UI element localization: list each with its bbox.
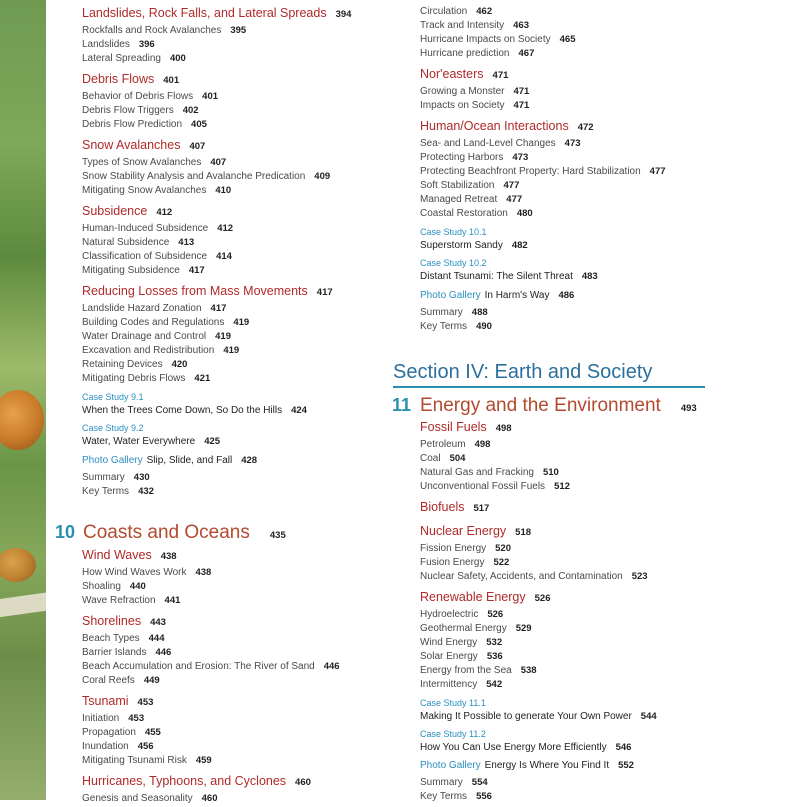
case-study-label: Case Study 11.1: [420, 698, 486, 708]
entry-title: Summary: [420, 307, 463, 318]
entry-title: Hurricanes, Typhoons, and Cyclones: [82, 774, 287, 788]
subsection-entry: [82, 727, 161, 741]
subsection-entry: [82, 486, 154, 500]
section-heading-entry: [82, 6, 351, 24]
section-heading-entry: [82, 694, 153, 712]
cover-photo-strip: [0, 0, 46, 800]
entry-title: Petroleum: [420, 439, 466, 450]
section-heading-entry: [420, 420, 512, 438]
section-heading-entry: [82, 204, 172, 222]
entry-page: 409: [314, 171, 331, 182]
entry-page: 438: [160, 551, 177, 562]
entry-title: Hydroelectric: [420, 609, 479, 620]
entry-page: 444: [148, 633, 165, 644]
subsection-entry: [420, 623, 532, 637]
entry-title: Excavation and Redistribution: [82, 345, 215, 356]
subsection-entry: [82, 237, 194, 251]
entry-title: Superstorm Sandy: [420, 240, 503, 251]
subsection-entry: [82, 331, 231, 345]
entry-title: Summary: [420, 777, 463, 788]
section-heading: Section IV: Earth and Society: [393, 356, 705, 388]
entry-page: 471: [513, 86, 530, 97]
subsection-entry: [420, 467, 559, 481]
subsection-entry: [420, 180, 519, 194]
entry-title: Key Terms: [420, 321, 468, 332]
entry-title: Hurricane prediction: [420, 48, 510, 59]
subsection-entry: [82, 317, 249, 331]
case-study-label: Case Study 10.1: [420, 227, 487, 237]
subsection-entry: [82, 359, 187, 373]
entry-page: 554: [471, 777, 488, 788]
entry-page: 456: [137, 741, 154, 752]
entry-page: 510: [542, 467, 559, 478]
subsection-entry: [420, 557, 509, 571]
entry-title: Landslide Hazard Zonation: [82, 303, 202, 314]
subsection-entry: [420, 166, 666, 180]
subsection-entry: [82, 793, 217, 807]
entry-title: When the Trees Come Down, So Do the Hills: [82, 405, 283, 416]
entry-page: 402: [182, 105, 199, 116]
subsection-entry: [420, 665, 537, 679]
case-study-title: [82, 436, 220, 450]
entry-page: 396: [138, 39, 155, 50]
subsection-entry: [82, 171, 330, 185]
entry-title: Debris Flow Prediction: [82, 119, 183, 130]
entry-page: 417: [188, 265, 205, 276]
subsection-entry: [82, 53, 186, 67]
entry-title: Geothermal Energy: [420, 623, 507, 634]
section-heading-entry: [420, 119, 594, 137]
entry-title: Hurricane Impacts on Society: [420, 34, 551, 45]
autumn-shrub: [0, 548, 36, 582]
photo-gallery-entry: [420, 290, 574, 304]
entry-page: 488: [471, 307, 488, 318]
entry-title: Protecting Harbors: [420, 152, 504, 163]
subsection-entry: [82, 119, 207, 133]
chapter-title: Coasts and Oceans: [83, 522, 250, 543]
entry-page: 420: [171, 359, 188, 370]
entry-title: Slip, Slide, and Fall: [146, 455, 233, 466]
entry-title: Circulation: [420, 6, 468, 17]
entry-title: Summary: [82, 472, 125, 483]
entry-title: Track and Intensity: [420, 20, 505, 31]
entry-title: Shoaling: [82, 581, 121, 592]
entry-page: 394: [335, 9, 352, 20]
entry-page: 556: [476, 791, 492, 802]
entry-title: Barrier Islands: [82, 647, 147, 658]
entry-title: Snow Stability Analysis and Avalanche Predication: [82, 171, 306, 182]
subsection-entry: [82, 595, 180, 609]
entry-title: Growing a Monster: [420, 86, 505, 97]
entry-page: 544: [640, 711, 657, 722]
entry-page: 413: [178, 237, 195, 248]
subsection-entry: [420, 6, 492, 20]
case-study-title: [420, 271, 598, 285]
photo-gallery-label: Photo Gallery: [420, 290, 481, 301]
entry-title: Nor'easters: [420, 67, 484, 81]
entry-title: Retaining Devices: [82, 359, 163, 370]
entry-page: 536: [486, 651, 503, 662]
entry-title: In Harm's Way: [484, 290, 550, 301]
subsection-entry: [82, 91, 218, 105]
subsection-entry: [82, 105, 199, 119]
entry-page: 407: [210, 157, 227, 168]
chapter-page: 435: [269, 530, 286, 541]
subsection-entry: [420, 439, 490, 453]
entry-title: Lateral Spreading: [82, 53, 161, 64]
entry-title: Inundation: [82, 741, 129, 752]
entry-page: 428: [241, 455, 258, 466]
subsection-entry: [420, 307, 488, 321]
entry-title: Natural Subsidence: [82, 237, 170, 248]
entry-title: How You Can Use Energy More Efficiently: [420, 742, 607, 753]
section-heading-entry: [82, 774, 311, 792]
entry-title: Mitigating Debris Flows: [82, 373, 186, 384]
entry-title: Mitigating Subsidence: [82, 265, 180, 276]
entry-title: Wind Energy: [420, 637, 478, 648]
entry-page: 473: [564, 138, 581, 149]
entry-page: 477: [649, 166, 666, 177]
entry-page: 477: [506, 194, 523, 205]
case-study-title: [420, 742, 631, 756]
entry-page: 419: [215, 331, 231, 342]
entry-page: 462: [476, 6, 493, 17]
subsection-entry: [82, 633, 165, 647]
entry-title: Coal: [420, 453, 441, 464]
entry-page: 432: [138, 486, 154, 497]
entry-page: 504: [449, 453, 466, 464]
entry-title: Impacts on Society: [420, 100, 505, 111]
entry-title: Biofuels: [420, 500, 465, 514]
section-heading-entry: [82, 548, 177, 566]
entry-page: 546: [615, 742, 632, 753]
entry-page: 440: [129, 581, 146, 592]
entry-title: Energy from the Sea: [420, 665, 512, 676]
dirt-path: [0, 592, 46, 618]
entry-page: 471: [492, 70, 509, 81]
entry-page: 414: [216, 251, 232, 262]
subsection-entry: [420, 100, 529, 114]
entry-title: Unconventional Fossil Fuels: [420, 481, 546, 492]
entry-title: Landslides, Rock Falls, and Lateral Spreads: [82, 6, 327, 20]
entry-page: 421: [194, 373, 211, 384]
subsection-entry: [82, 373, 210, 387]
case-study-label: Case Study 10.2: [420, 258, 487, 268]
entry-title: Renewable Energy: [420, 590, 526, 604]
section-heading-entry: [82, 72, 179, 90]
case-study-label: Case Study 9.1: [82, 392, 144, 402]
entry-page: 419: [233, 317, 250, 328]
autumn-tree: [0, 390, 44, 450]
entry-page: 455: [144, 727, 161, 738]
entry-page: 463: [513, 20, 529, 31]
entry-page: 401: [163, 75, 180, 86]
entry-title: Intermittency: [420, 679, 478, 690]
subsection-entry: [420, 651, 503, 665]
chapter-title: Energy and the Environment: [420, 395, 661, 416]
entry-title: How Wind Waves Work: [82, 567, 187, 578]
entry-page: 419: [223, 345, 240, 356]
entry-page: 480: [516, 208, 533, 219]
entry-page: 395: [230, 25, 247, 36]
entry-title: Human-Induced Subsidence: [82, 223, 209, 234]
subsection-entry: [420, 20, 529, 34]
chapter-number: 11: [392, 395, 412, 415]
entry-title: Wave Refraction: [82, 595, 156, 606]
entry-page: 486: [558, 290, 575, 301]
subsection-entry: [82, 741, 154, 755]
entry-page: 498: [495, 423, 512, 434]
subsection-entry: [420, 543, 511, 557]
subsection-entry: [420, 34, 575, 48]
entry-page: 459: [195, 755, 212, 766]
subsection-entry: [82, 25, 246, 39]
subsection-entry: [420, 152, 528, 166]
section-heading-entry: [420, 500, 489, 518]
subsection-entry: [82, 755, 212, 769]
entry-page: 520: [495, 543, 511, 554]
entry-title: Nuclear Energy: [420, 524, 507, 538]
entry-title: Beach Types: [82, 633, 140, 644]
entry-title: Reducing Losses from Mass Movements: [82, 284, 308, 298]
entry-page: 412: [217, 223, 234, 234]
entry-page: 529: [515, 623, 532, 634]
entry-page: 498: [474, 439, 491, 450]
entry-page: 453: [137, 697, 154, 708]
entry-title: Shorelines: [82, 614, 142, 628]
entry-title: Distant Tsunami: The Silent Threat: [420, 271, 573, 282]
photo-gallery-entry: [420, 760, 634, 774]
entry-page: 438: [195, 567, 212, 578]
entry-page: 465: [559, 34, 576, 45]
subsection-entry: [420, 637, 502, 651]
entry-title: Wind Waves: [82, 548, 152, 562]
entry-page: 453: [128, 713, 145, 724]
photo-gallery-label: Photo Gallery: [82, 455, 143, 466]
entry-title: Managed Retreat: [420, 194, 498, 205]
entry-title: Natural Gas and Fracking: [420, 467, 534, 478]
entry-page: 538: [520, 665, 537, 676]
entry-page: 483: [581, 271, 598, 282]
subsection-entry: [420, 679, 502, 693]
entry-title: Water Drainage and Control: [82, 331, 207, 342]
case-study-label: Case Study 11.2: [420, 729, 486, 739]
subsection-entry: [420, 138, 581, 152]
entry-page: 417: [316, 287, 333, 298]
subsection-entry: [82, 345, 239, 359]
entry-page: 477: [503, 180, 520, 191]
entry-page: 471: [513, 100, 530, 111]
section-heading-entry: [82, 284, 333, 302]
entry-title: Soft Stabilization: [420, 180, 495, 191]
entry-page: 412: [156, 207, 173, 218]
subsection-entry: [82, 661, 340, 675]
entry-title: Solar Energy: [420, 651, 478, 662]
entry-page: 401: [202, 91, 219, 102]
entry-page: 446: [155, 647, 172, 658]
entry-page: 443: [150, 617, 166, 628]
subsection-entry: [82, 265, 205, 279]
subsection-entry: [82, 472, 150, 486]
entry-page: 523: [631, 571, 648, 582]
section-heading-entry: [420, 524, 531, 542]
entry-title: Debris Flows: [82, 72, 155, 86]
subsection-entry: [82, 675, 160, 689]
entry-title: Building Codes and Regulations: [82, 317, 225, 328]
entry-title: Fossil Fuels: [420, 420, 487, 434]
entry-title: Fission Energy: [420, 543, 487, 554]
entry-title: Subsidence: [82, 204, 148, 218]
subsection-entry: [420, 777, 488, 791]
subsection-entry: [420, 208, 533, 222]
entry-title: Landslides: [82, 39, 130, 50]
entry-page: 526: [534, 593, 551, 604]
subsection-entry: [82, 647, 171, 661]
entry-title: Tsunami: [82, 694, 129, 708]
entry-title: Key Terms: [82, 486, 130, 497]
subsection-entry: [420, 481, 570, 495]
entry-page: 405: [191, 119, 207, 130]
entry-title: Protecting Beachfront Property: Hard Stabilization: [420, 166, 641, 177]
entry-title: Genesis and Seasonality: [82, 793, 193, 804]
entry-page: 512: [554, 481, 570, 492]
entry-title: Making It Possible to generate Your Own Power: [420, 711, 632, 722]
entry-title: Types of Snow Avalanches: [82, 157, 202, 168]
chapter-10-heading: [55, 522, 335, 546]
case-study-title: [420, 711, 657, 725]
entry-title: Coral Reefs: [82, 675, 135, 686]
subsection-entry: [82, 185, 231, 199]
entry-page: 460: [295, 777, 311, 788]
subsection-entry: [420, 609, 503, 623]
entry-title: Classification of Subsidence: [82, 251, 208, 262]
chapter-11-heading: [392, 395, 722, 419]
entry-page: 522: [493, 557, 510, 568]
section-heading-entry: [420, 590, 550, 608]
section-heading-entry: [420, 67, 508, 85]
entry-page: 526: [487, 609, 504, 620]
subsection-entry: [82, 39, 155, 53]
entry-title: Debris Flow Triggers: [82, 105, 174, 116]
entry-page: 407: [189, 141, 206, 152]
case-study-title: [82, 405, 307, 419]
subsection-entry: [420, 321, 492, 335]
entry-title: Fusion Energy: [420, 557, 485, 568]
subsection-entry: [420, 453, 465, 467]
entry-page: 467: [518, 48, 535, 59]
subsection-entry: [82, 251, 232, 265]
entry-title: Rockfalls and Rock Avalanches: [82, 25, 222, 36]
entry-title: Beach Accumulation and Erosion: The River of Sand: [82, 661, 315, 672]
entry-page: 425: [204, 436, 221, 447]
entry-title: Mitigating Tsunami Risk: [82, 755, 187, 766]
entry-page: 490: [476, 321, 492, 332]
entry-page: 460: [201, 793, 218, 804]
photo-gallery-label: Photo Gallery: [420, 760, 481, 771]
subsection-entry: [420, 571, 648, 585]
entry-title: Key Terms: [420, 791, 468, 802]
entry-page: 473: [512, 152, 529, 163]
entry-title: Mitigating Snow Avalanches: [82, 185, 207, 196]
subsection-entry: [82, 223, 233, 237]
chapter-page: 493: [680, 403, 697, 414]
subsection-entry: [420, 194, 522, 208]
entry-title: Nuclear Safety, Accidents, and Contamination: [420, 571, 623, 582]
subsection-entry: [82, 581, 146, 595]
entry-page: 532: [486, 637, 503, 648]
subsection-entry: [82, 713, 144, 727]
subsection-entry: [420, 791, 492, 805]
entry-page: 441: [164, 595, 181, 606]
entry-title: Coastal Restoration: [420, 208, 508, 219]
entry-page: 446: [323, 661, 340, 672]
entry-page: 424: [291, 405, 307, 416]
entry-page: 542: [486, 679, 503, 690]
chapter-number: 10: [55, 522, 76, 542]
entry-page: 517: [473, 503, 490, 514]
entry-page: 430: [133, 472, 150, 483]
subsection-entry: [420, 86, 529, 100]
subsection-entry: [420, 48, 534, 62]
entry-title: Initiation: [82, 713, 120, 724]
entry-page: 472: [577, 122, 594, 133]
subsection-entry: [82, 157, 226, 171]
subsection-entry: [82, 567, 211, 581]
entry-page: 400: [169, 53, 186, 64]
entry-title: Snow Avalanches: [82, 138, 181, 152]
entry-page: 552: [618, 760, 634, 771]
photo-gallery-entry: [82, 455, 257, 469]
entry-page: 410: [215, 185, 232, 196]
entry-title: Water, Water Everywhere: [82, 436, 196, 447]
entry-page: 449: [143, 675, 160, 686]
subsection-entry: [82, 303, 226, 317]
entry-title: Behavior of Debris Flows: [82, 91, 194, 102]
entry-page: 417: [210, 303, 227, 314]
section-heading-entry: [82, 614, 166, 632]
entry-page: 482: [511, 240, 528, 251]
entry-title: Energy Is Where You Find It: [484, 760, 610, 771]
entry-title: Human/Ocean Interactions: [420, 119, 569, 133]
entry-title: Propagation: [82, 727, 136, 738]
entry-title: Sea- and Land-Level Changes: [420, 138, 556, 149]
case-study-title: [420, 240, 528, 254]
entry-page: 518: [515, 527, 532, 538]
section-heading-entry: [82, 138, 205, 156]
case-study-label: Case Study 9.2: [82, 423, 144, 433]
